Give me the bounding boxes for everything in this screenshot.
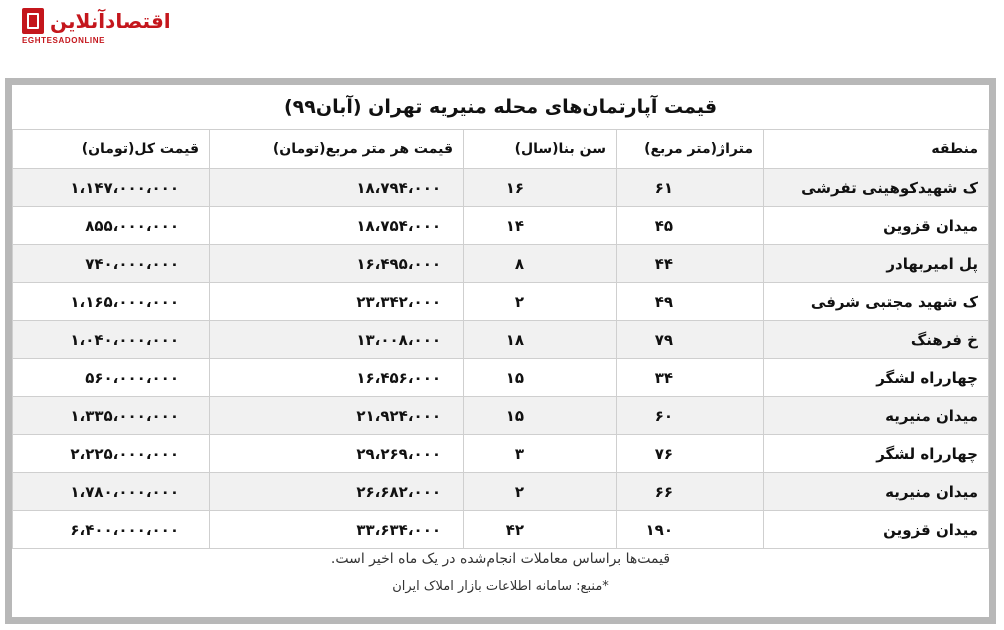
cell-total-price: ۱،۰۴۰،۰۰۰،۰۰۰ <box>13 321 210 359</box>
table-row <box>13 321 989 359</box>
table-row <box>13 245 989 283</box>
footnotes <box>12 545 989 617</box>
cell-total-price: ۸۵۵،۰۰۰،۰۰۰ <box>13 207 210 245</box>
cell-price-per-meter: ۱۸،۷۹۴،۰۰۰ <box>210 169 464 207</box>
cell-total-price: ۶،۴۰۰،۰۰۰،۰۰۰ <box>13 511 210 549</box>
cell-building-age: ۸ <box>464 245 617 283</box>
cell-price-per-meter: ۲۳،۳۴۲،۰۰۰ <box>210 283 464 321</box>
cell-area: ۶۶ <box>617 473 764 511</box>
cell-building-age: ۲ <box>464 473 617 511</box>
cell-building-age: ۱۸ <box>464 321 617 359</box>
cell-area: ۱۹۰ <box>617 511 764 549</box>
note-basis: قیمت‌ها براساس معاملات انجام‌شده در یک ماه اخیر است. <box>330 551 671 567</box>
cell-total-price: ۱،۱۶۵،۰۰۰،۰۰۰ <box>13 283 210 321</box>
cell-region: میدان قزوین <box>764 207 989 245</box>
cell-building-age: ۱۵ <box>464 359 617 397</box>
cell-price-per-meter: ۲۹،۲۶۹،۰۰۰ <box>210 435 464 473</box>
cell-building-age: ۳ <box>464 435 617 473</box>
cell-area: ۶۱ <box>617 169 764 207</box>
cell-region: میدان منیریه <box>764 397 989 435</box>
header-row <box>13 130 989 169</box>
cell-building-age: ۲ <box>464 283 617 321</box>
cell-area: ۳۴ <box>617 359 764 397</box>
table-row <box>13 435 989 473</box>
note-source: *منبع: سامانه اطلاعات بازار املاک ایران <box>392 579 609 594</box>
cell-price-per-meter: ۱۶،۴۹۵،۰۰۰ <box>210 245 464 283</box>
cell-area: ۷۶ <box>617 435 764 473</box>
cell-area: ۴۹ <box>617 283 764 321</box>
cell-area: ۴۵ <box>617 207 764 245</box>
cell-building-age: ۱۶ <box>464 169 617 207</box>
header-region: منطقه <box>764 130 989 169</box>
header-total-price: قیمت کل(تومان) <box>13 130 210 169</box>
cell-region: چهارراه لشگر <box>764 359 989 397</box>
table-row <box>13 207 989 245</box>
table-row <box>13 473 989 511</box>
cell-price-per-meter: ۲۶،۶۸۲،۰۰۰ <box>210 473 464 511</box>
cell-area: ۶۰ <box>617 397 764 435</box>
header-area: متراژ(متر مربع) <box>617 130 764 169</box>
cell-region: چهارراه لشگر <box>764 435 989 473</box>
cell-region: خ فرهنگ <box>764 321 989 359</box>
cell-area: ۷۹ <box>617 321 764 359</box>
cell-price-per-meter: ۳۳،۶۳۴،۰۰۰ <box>210 511 464 549</box>
cell-region: میدان قزوین <box>764 511 989 549</box>
cell-region: ک شهید مجتبی شرفی <box>764 283 989 321</box>
table-row <box>13 359 989 397</box>
cell-total-price: ۲،۲۲۵،۰۰۰،۰۰۰ <box>13 435 210 473</box>
cell-price-per-meter: ۱۶،۴۵۶،۰۰۰ <box>210 359 464 397</box>
cell-price-per-meter: ۱۸،۷۵۴،۰۰۰ <box>210 207 464 245</box>
cell-price-per-meter: ۲۱،۹۲۴،۰۰۰ <box>210 397 464 435</box>
cell-price-per-meter: ۱۳،۰۰۸،۰۰۰ <box>210 321 464 359</box>
cell-building-age: ۱۴ <box>464 207 617 245</box>
cell-region: ک شهیدکوهینی تفرشی <box>764 169 989 207</box>
header-building-age: سن بنا(سال) <box>464 130 617 169</box>
logo-mark-icon <box>22 8 44 34</box>
table-frame <box>5 78 996 624</box>
cell-area: ۴۴ <box>617 245 764 283</box>
price-table <box>12 129 989 549</box>
logo-text: اقتصادآنلاین <box>50 9 171 33</box>
cell-total-price: ۱،۳۳۵،۰۰۰،۰۰۰ <box>13 397 210 435</box>
cell-total-price: ۱،۷۸۰،۰۰۰،۰۰۰ <box>13 473 210 511</box>
cell-total-price: ۷۴۰،۰۰۰،۰۰۰ <box>13 245 210 283</box>
table-row <box>13 169 989 207</box>
cell-region: میدان منیریه <box>764 473 989 511</box>
logo-latin-text: EGHTESADONLINE <box>22 36 106 45</box>
table-title: قیمت آپارتمان‌های محله منیریه تهران (آبان۹۹) <box>283 96 718 118</box>
cell-region: پل امیربهادر <box>764 245 989 283</box>
brand-logo <box>22 8 172 58</box>
table-row <box>13 283 989 321</box>
table-row <box>13 511 989 549</box>
table-body <box>13 169 989 549</box>
cell-building-age: ۱۵ <box>464 397 617 435</box>
cell-total-price: ۵۶۰،۰۰۰،۰۰۰ <box>13 359 210 397</box>
table-row <box>13 397 989 435</box>
table-panel <box>12 85 989 617</box>
cell-total-price: ۱،۱۴۷،۰۰۰،۰۰۰ <box>13 169 210 207</box>
cell-building-age: ۴۲ <box>464 511 617 549</box>
logo-main <box>22 8 171 34</box>
header-price-per-meter: قیمت هر متر مربع(تومان) <box>210 130 464 169</box>
